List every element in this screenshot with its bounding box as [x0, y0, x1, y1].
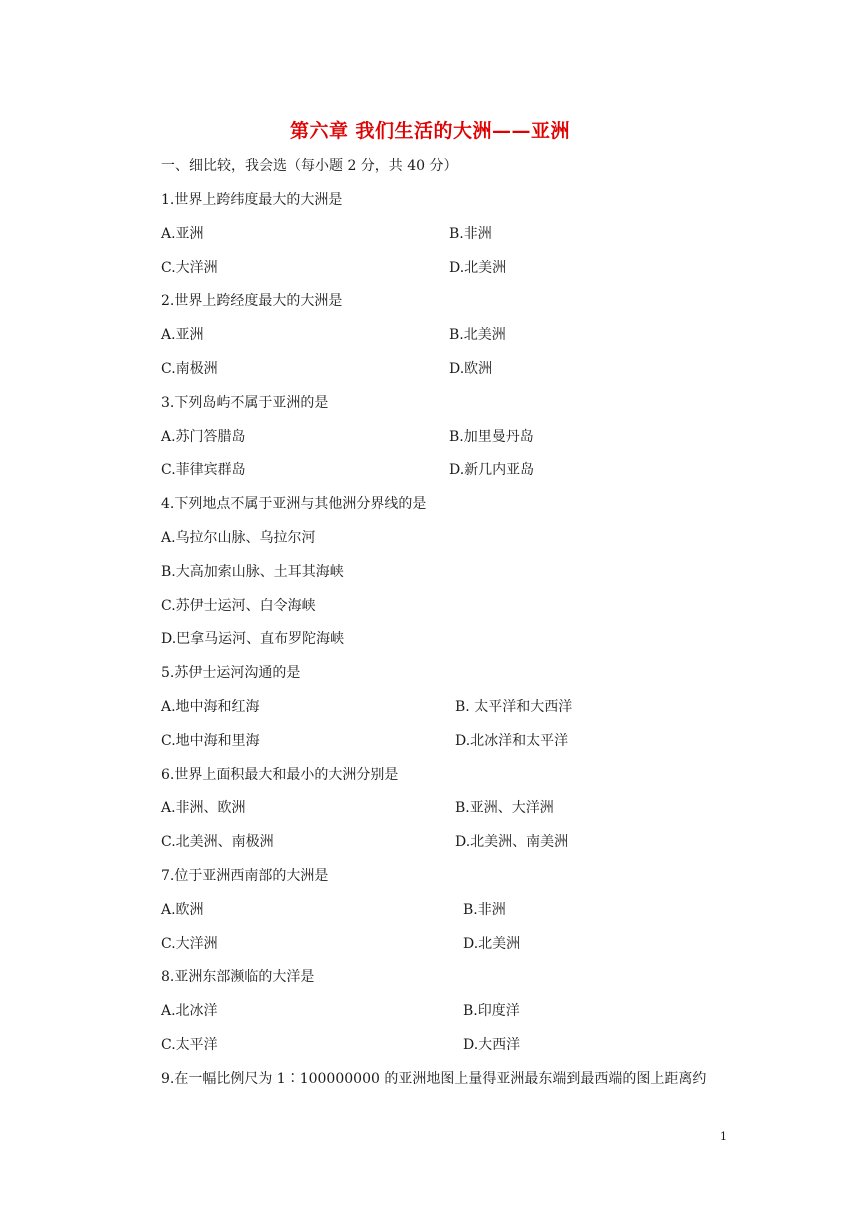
option-c: C.菲律宾群岛	[161, 462, 246, 478]
option-b: B.非洲	[449, 226, 492, 242]
option-b: B.北美洲	[449, 327, 506, 343]
option-a: A.苏门答腊岛	[161, 429, 246, 445]
option-c: C.大洋洲	[161, 260, 218, 276]
option-c: C.苏伊士运河、白令海峡	[161, 598, 316, 614]
option-c: C.地中海和里海	[161, 733, 260, 749]
option-b: B.印度洋	[463, 1003, 520, 1019]
option-a: A.北冰洋	[161, 1003, 218, 1019]
option-d: D.北美洲、南美洲	[455, 834, 569, 850]
page-number: 1	[720, 1130, 727, 1143]
question-stem: 2.世界上跨经度最大的大洲是	[161, 293, 343, 309]
question-stem: 5.苏伊士运河沟通的是	[161, 665, 301, 681]
question-stem: 7.位于亚洲西南部的大洲是	[161, 868, 329, 884]
option-d: D.新几内亚岛	[449, 462, 535, 478]
option-b: B.加里曼丹岛	[449, 429, 534, 445]
option-d: D.大西洋	[463, 1037, 521, 1053]
option-a: A.亚洲	[161, 327, 204, 343]
option-b: B.非洲	[463, 902, 506, 918]
question-stem: 3.下列岛屿不属于亚洲的是	[161, 395, 329, 411]
option-b: B.大高加索山脉、土耳其海峡	[161, 564, 344, 580]
question-stem: 6.世界上面积最大和最小的大洲分别是	[161, 767, 399, 783]
question-stem: 4.下列地点不属于亚洲与其他洲分界线的是	[161, 496, 427, 512]
question-stem: 9.在一幅比例尺为 1∶100000000 的亚洲地图上量得亚洲最东端到最西端的图上距离约	[161, 1071, 707, 1087]
chapter-title: 第六章 我们生活的大洲——亚洲	[289, 120, 571, 142]
option-a: A.乌拉尔山脉、乌拉尔河	[161, 530, 316, 546]
option-d: D.北冰洋和太平洋	[455, 733, 569, 749]
option-a: A.亚洲	[161, 226, 204, 242]
option-c: C.南极洲	[161, 361, 218, 377]
option-d: D.巴拿马运河、直布罗陀海峡	[161, 631, 345, 647]
option-b: B.亚洲、大洋洲	[455, 800, 554, 816]
option-c: C.北美洲、南极洲	[161, 834, 274, 850]
option-a: A.非洲、欧洲	[161, 800, 246, 816]
question-stem: 8.亚洲东部濒临的大洋是	[161, 969, 315, 985]
option-a: A.地中海和红海	[161, 699, 260, 715]
question-stem: 1.世界上跨纬度最大的大洲是	[161, 192, 343, 208]
option-c: C.大洋洲	[161, 936, 218, 952]
option-a: A.欧洲	[161, 902, 204, 918]
section-heading: 一、细比较，我会选（每小题 2 分，共 40 分）	[161, 158, 458, 174]
option-d: D.欧洲	[449, 361, 493, 377]
option-b: B. 太平洋和大西洋	[455, 699, 573, 715]
option-c: C.太平洋	[161, 1037, 218, 1053]
option-d: D.北美洲	[463, 936, 521, 952]
option-d: D.北美洲	[449, 260, 507, 276]
